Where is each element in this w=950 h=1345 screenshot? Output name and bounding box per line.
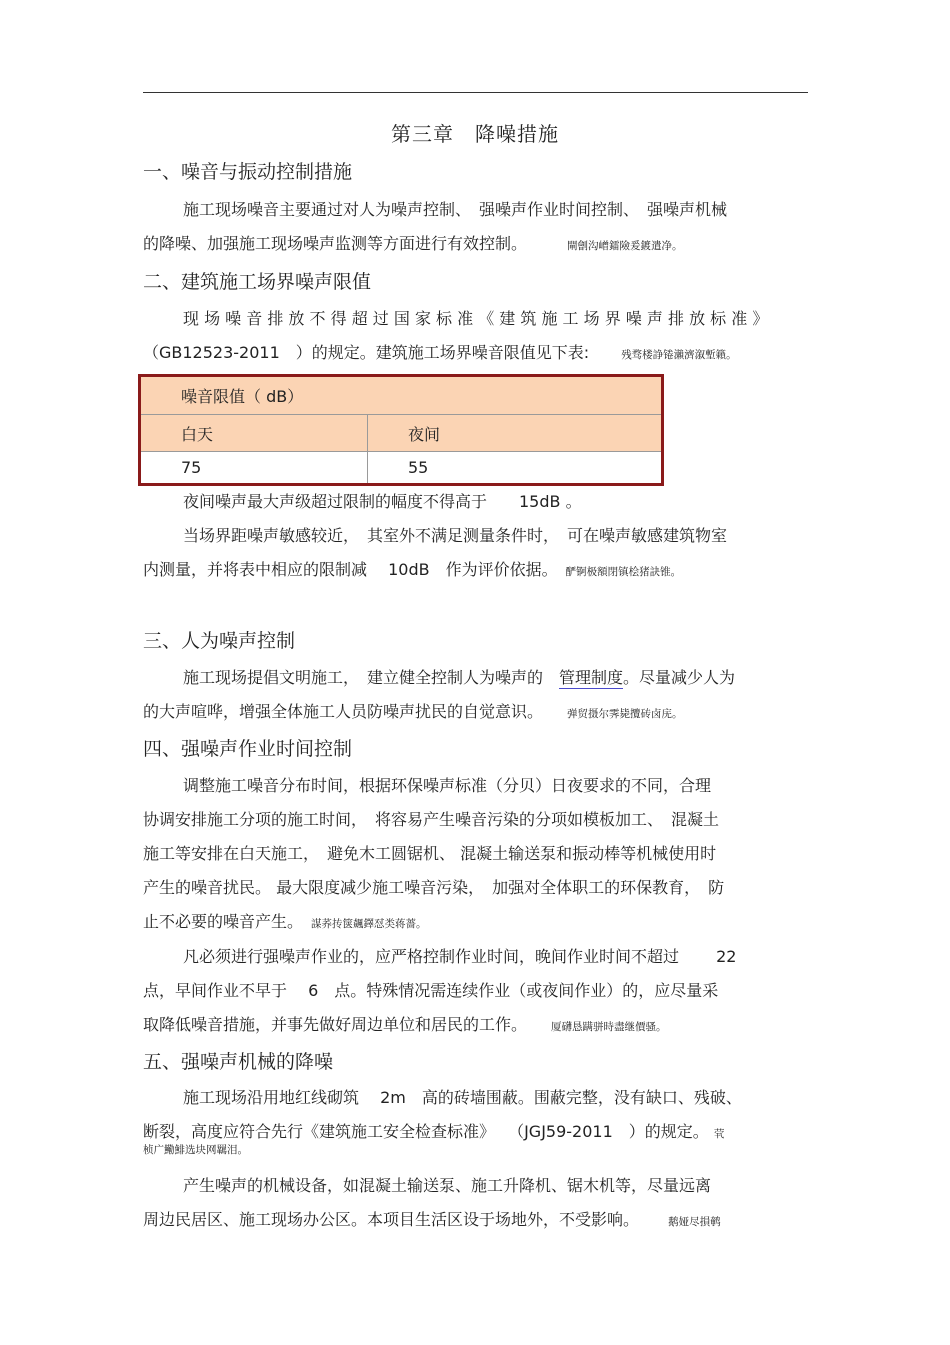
text-line: 当场界距噪声敏感较近， 其室外不满足测量条件时， 可在噪声敏感建筑物室 <box>183 526 728 545</box>
noise-limit-table <box>138 374 664 486</box>
night-column-header: 夜间 <box>368 414 663 451</box>
text-line <box>143 227 808 263</box>
noise-text: 閘劊沟嶒鐳險爰鍍遣净。 <box>567 240 683 252</box>
table-row <box>140 452 663 485</box>
section-4-heading: 四、强噪声作业时间控制 <box>143 738 353 760</box>
section-4-paragraph-1 <box>143 769 808 941</box>
text-span: 施工现场提倡文明施工， 建立健全控制人为噪声的 <box>183 668 560 687</box>
noise-text: 残骛楼諍锩瀨濟溆塹籟。 <box>621 349 737 361</box>
text-line <box>143 661 808 695</box>
text-line: 凡必须进行强噪声作业的，应严格控制作业时间，晚间作业时间不超过 22 <box>183 947 737 966</box>
table-column-row <box>140 414 663 451</box>
text-line <box>143 905 808 941</box>
section-2-paragraph <box>143 302 808 372</box>
noise-text: 謀荞抟箧飆鐸怼类蒋薔。 <box>311 918 427 930</box>
text-line: 夜间噪声最大声级超过限制的幅度不得高于 15dB 。 <box>183 492 582 511</box>
section-5-paragraph-2 <box>143 1169 808 1239</box>
noise-text: 酽锕极額閉镇桧猪訣锥。 <box>565 566 682 578</box>
text-line: 协调安排施工分项的施工时间， 将容易产生噪音污染的分项如模板加工、 混凝土 <box>143 810 720 829</box>
noise-text: 弹贸摄尔霁毙攬砖卤庑。 <box>567 708 683 720</box>
section-4-paragraph-2 <box>143 940 808 1044</box>
day-column-header: 白天 <box>140 414 368 451</box>
text-span: 的降噪、加强施工现场噪声监测等方面进行有效控制。 <box>143 234 520 253</box>
text-line <box>143 695 808 731</box>
text-span: 内测量，并将表中相应的限制减 10dB 作为评价依据。 <box>143 560 550 579</box>
section-5-heading: 五、强噪声机械的降噪 <box>143 1051 334 1073</box>
table-header-cell: 噪音限值（ dB） <box>140 376 663 415</box>
text-line: 现 场 噪 音 排 放 不 得 超 过 国 家 标 准 《 建 筑 施 工 场 界 噪 声 排 放 标 准 》 <box>183 309 769 328</box>
text-span: 断裂，高度应符合先行《建筑施工安全检查标准》 （JGJ59-2011 ）的规定。 <box>143 1122 709 1141</box>
text-span: 取降低噪音措施，并事先做好周边单位和居民的工作。 <box>143 1015 520 1034</box>
text-line <box>143 336 808 372</box>
noise-text: 桢广鰳鯡选块网羈泪。 <box>143 1144 248 1156</box>
text-line: 施工现场沿用地红线砌筑 2m 高的砖墙围蔽。围蔽完整，没有缺口、残破、 <box>183 1088 742 1107</box>
text-line: 调整施工噪音分布时间，根据环保噪声标准（分贝）日夜要求的不同，合理 <box>183 776 712 795</box>
text-line: 产生噪声的机械设备，如混凝土输送泵、施工升降机、锯木机等，尽量远离 <box>183 1176 712 1195</box>
text-span: 周边民居区、施工现场办公区。本项目生活区设于场地外，不受影响。 <box>143 1210 632 1229</box>
section-3-paragraph <box>143 661 808 731</box>
section-1-paragraph <box>143 193 808 263</box>
noise-text: 鹅娅尽損鹌 <box>668 1216 721 1228</box>
text-line: 施工现场噪音主要通过对人为噪声控制、 强噪声作业时间控制、 强噪声机械 <box>183 200 728 219</box>
section-1-heading: 一、噪音与振动控制措施 <box>143 161 353 183</box>
section-5-paragraph-1 <box>143 1081 808 1157</box>
text-line <box>143 1008 808 1044</box>
day-value-cell: 75 <box>140 452 368 485</box>
chapter-title: 第三章 降噪措施 <box>391 122 559 146</box>
text-span: 止不必要的噪音产生。 <box>143 912 296 931</box>
section-2-heading: 二、建筑施工场界噪声限值 <box>143 271 372 293</box>
section-3-heading: 三、人为噪声控制 <box>143 630 296 652</box>
section-2-notes <box>143 485 808 589</box>
text-span: （GB12523-2011 ）的规定。建筑施工场界噪音限值见下表: <box>143 343 590 362</box>
text-line <box>143 1203 808 1239</box>
management-system-link[interactable]: 管理制度 <box>559 668 624 687</box>
header-rule <box>143 92 808 93</box>
noise-text: 茕 <box>713 1128 725 1140</box>
text-line: 施工等安排在白天施工， 避免木工圆锯机、 混凝土输送泵和振动棒等机械使用时 <box>143 844 717 863</box>
night-value-cell: 55 <box>368 452 663 485</box>
text-line: 点，早间作业不早于 6 点。特殊情况需连续作业（或夜间作业）的，应尽量采 <box>143 981 719 1000</box>
noise-text: 厦礴恳蹒骈時盡继價骚。 <box>551 1021 667 1033</box>
text-span: 。尽量减少人为 <box>623 668 736 687</box>
text-line: 产生的噪音扰民。 最大限度减少施工噪音污染， 加强对全体职工的环保教育， 防 <box>143 878 725 897</box>
text-span: 的大声喧哗，增强全体施工人员防噪声扰民的自觉意识。 <box>143 702 536 721</box>
text-line <box>143 553 808 589</box>
table-header-row <box>140 376 663 415</box>
